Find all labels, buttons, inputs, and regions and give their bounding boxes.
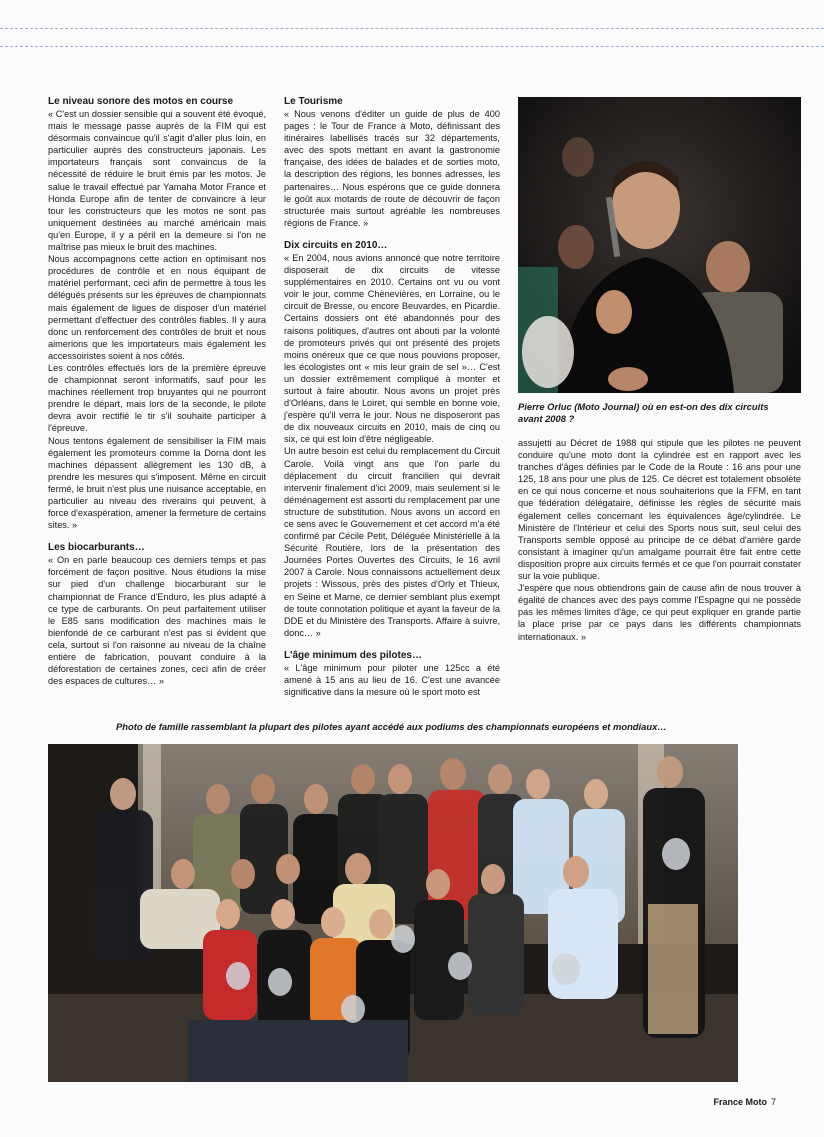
paragraph: « C'est un dossier sensible qui a souvent été évoqué, mais le message passe auprès de la FIM qui est désormais convaincue qu'il s'agit d'aller plus loin, en particulier auprès des constructeurs japonais. Les importateurs français sont convaincus de la nécessité de réduire le bruit émis par les motos. Je salue le travail effectué par Yamaha Motor France et Honda Europe afin de tenter de convaincre à leur tour les constructeurs que les motos ne sont pas uniquement destinées au marché américain mais qu'en Europe, il y a péril en la demeure si l'on ne maîtrise pas mieux le bruit des machines. [48,109,266,253]
paragraph: « On en parle beaucoup ces derniers temps et pas forcément de façon positive. Nous étudions la mise sur pied d'un challenge biocarburant sur le championnat de France d'Enduro, les plus adapté à ce type de carburants. On peut parfaitement utiliser le E85 sans modification des machines mais le bienfondé de ce carburant n'est pas si évident que cela, surtout si l'on raisonne au niveau de la chaîne entière de fabrication, pouvant conduire à la déforestation de certaines zones, ceci afin de créer des espaces de cultures… » [48,555,266,687]
photo-speaker [518,97,801,393]
section-title-biofuels: Les biocarburants… [48,542,145,554]
section-title-tourism: Le Tourisme [284,96,343,107]
paragraph: Les contrôles effectués lors de la première épreuve de championnat seront informatifs, sauf pour les machines réellement trop bruyantes qui ne pourront prendre le départ, mais lors de la seconde, le pilote devra avoir rectifié le tir s'il souhaite participer à l'épreuve. [48,362,266,434]
paragraph: Nous accompagnons cette action en optimisant nos procédures de contrôle et en nous équipant de matériel performant, ceci afin de permettre à tous les délégués présents sur les épreuves de championnats mais également de ligues de disposer d'un matériel permettant d'effectuer des contrôles fiables. Il y aura donc un renforcement des contrôles de bruit et nous aimerions que les importateurs mais également les accessoiristes soient à nos côtés. [48,254,266,361]
photo-group-image [48,744,738,1082]
page-footer [713,1097,776,1107]
footer-brand: France Moto [713,1097,767,1107]
article-column-3 [518,437,801,643]
photo-speaker-caption: Pierre Orluc (Moto Journal) où en est-on des dix circuits avant 2008 ? [518,401,769,424]
paragraph: Un autre besoin est celui du remplacement du Circuit Carole. Voilà vingt ans que l'on parle du déplacement du circuit francilien qui devrait intervenir finalement d'ici 2009, mais seulement si le déménagement est assorti du remplacement par une structure de substitution. Nous avons un accord en ce sens avec le Gouvernement et cet accord m'a été confirmé par Cécile Petit, Déléguée Ministérielle à la Sécurité Routière, lors de la présentation des Journées Portes Ouvertes des Circuits, le 16 avril 2007 à Carole. Nous connaissons actuellement deux projets : Wissous, près des pistes d'Orly et Thieux, en Seine et Marne, ce dernier semblant plus exempt de toute connotation politique et ayant la faveur de la DDE et du Ministère des Transports. Affaire à suivre, donc… » [284,446,501,638]
photo-speaker-image [518,97,801,393]
paragraph: Nous tentons également de sensibiliser la FIM mais également les promoteurs comme la Dorna dont les machines dépassent allègrement les 130 dB, à prendre les mesures qui s'imposent. Même en circuit fermé, le bruit n'est plus une nuisance acceptable, en particulier au niveau des riverains qui peuvent, à force d'exaspération, amener la fermeture de certains sites. » [48,435,266,531]
photo-group-caption: Photo de famille rassemblant la plupart des pilotes ayant accédé aux podiums des championnats européens et mondiaux… [116,721,667,732]
paragraph: « L'âge minimum pour piloter une 125cc a été amené à 15 ans au lieu de 16. C'est une avancée significative dans la mesure où le sport moto est [284,662,500,698]
top-dashed-rule-2 [0,46,824,47]
section-title-min-age: L'âge minimum des pilotes… [284,649,422,661]
paragraph: J'espère que nous obtiendrons gain de cause afin de nous trouver à égalité de chances avec des pays comme l'Espagne qui ne possède pas les mêmes limites d'âge, ce qui peut expliquer en grande partie la place prise par ce pays dans les différents championnats internationaux. » [518,583,801,642]
article-column-2 [284,96,500,698]
section-title-noise: Le niveau sonore des motos en course [48,96,234,107]
paragraph: « Nous venons d'éditer un guide de plus de 400 pages : le Tour de France à Moto, définissant des itinéraires labellisés tracés sur 32 départements, avec des spots mettant en avant la gastronomie française, des idées de balades et de sorties moto, la description des régions, les bonnes adresses, les partenaires… Nous espérons que ce guide donnera le goût aux motards de route de découvrir de façon structurée mais surtout agréable les nombreuses régions de France. » [284,109,500,228]
paragraph: assujetti au Décret de 1988 qui stipule que les pilotes ne peuvent conduire qu'une moto dont la cylindrée est en rapport avec les tranches d'âges définies par le Code de la Route : 16 ans pour une 125, 18 ans pour une plus de 125. Ce décret est totalement obsolète en ce qui nous concerne et nous souhaiterions que la FFM, en tant que fédération délégataire, définisse les règles de sécurité mais également celles concernant les équivalences âge/cylindrée. Le Ministère de l'Intérieur et celui des Sports nous suit, seul celui des Transports semble opposé au principe de ce débat d'arrière garde consistant à imaginer qu'un amalgame pourrait être fait entre cette disposition propre aux circuits fermés et ce que l'on pourrait constater sur la voie publique. [518,438,801,582]
top-dashed-rule [0,28,824,29]
paragraph: « En 2004, nous avions annoncé que notre territoire disposerait de dix circuits de vitesse supplémentaires en 2010. Certains ont vu ou vont voir le jour, comme Chènevières, en Lorraine, ou le circuit de Bresse, ou encore Beuvardes, en Picardie. Certains dossiers ont été abandonnés pour des raisons politiques, d'autres ont abouti par la volonté de promoteurs privés qui ont présenté des projets moins onéreux que ce que nous pouvions proposer, les écologistes ont « mis leur grain de sel »… C'est un dossier extrêmement compliqué à monter et surtout à faire aboutir. Nous avons un projet près d'Orléans, dans le Loiret, qui semble en bonne voie, j'espère qu'il verra le jour. Nous ne disposeront pas de dix nouveaux circuits en 2010, mais de cinq ou six, ce qui est loin d'être négligeable. [284,252,500,445]
section-title-circuits: Dix circuits en 2010… [284,239,388,251]
page-number: 7 [770,1097,776,1107]
photo-group [48,744,738,1082]
article-column-1 [48,96,266,687]
